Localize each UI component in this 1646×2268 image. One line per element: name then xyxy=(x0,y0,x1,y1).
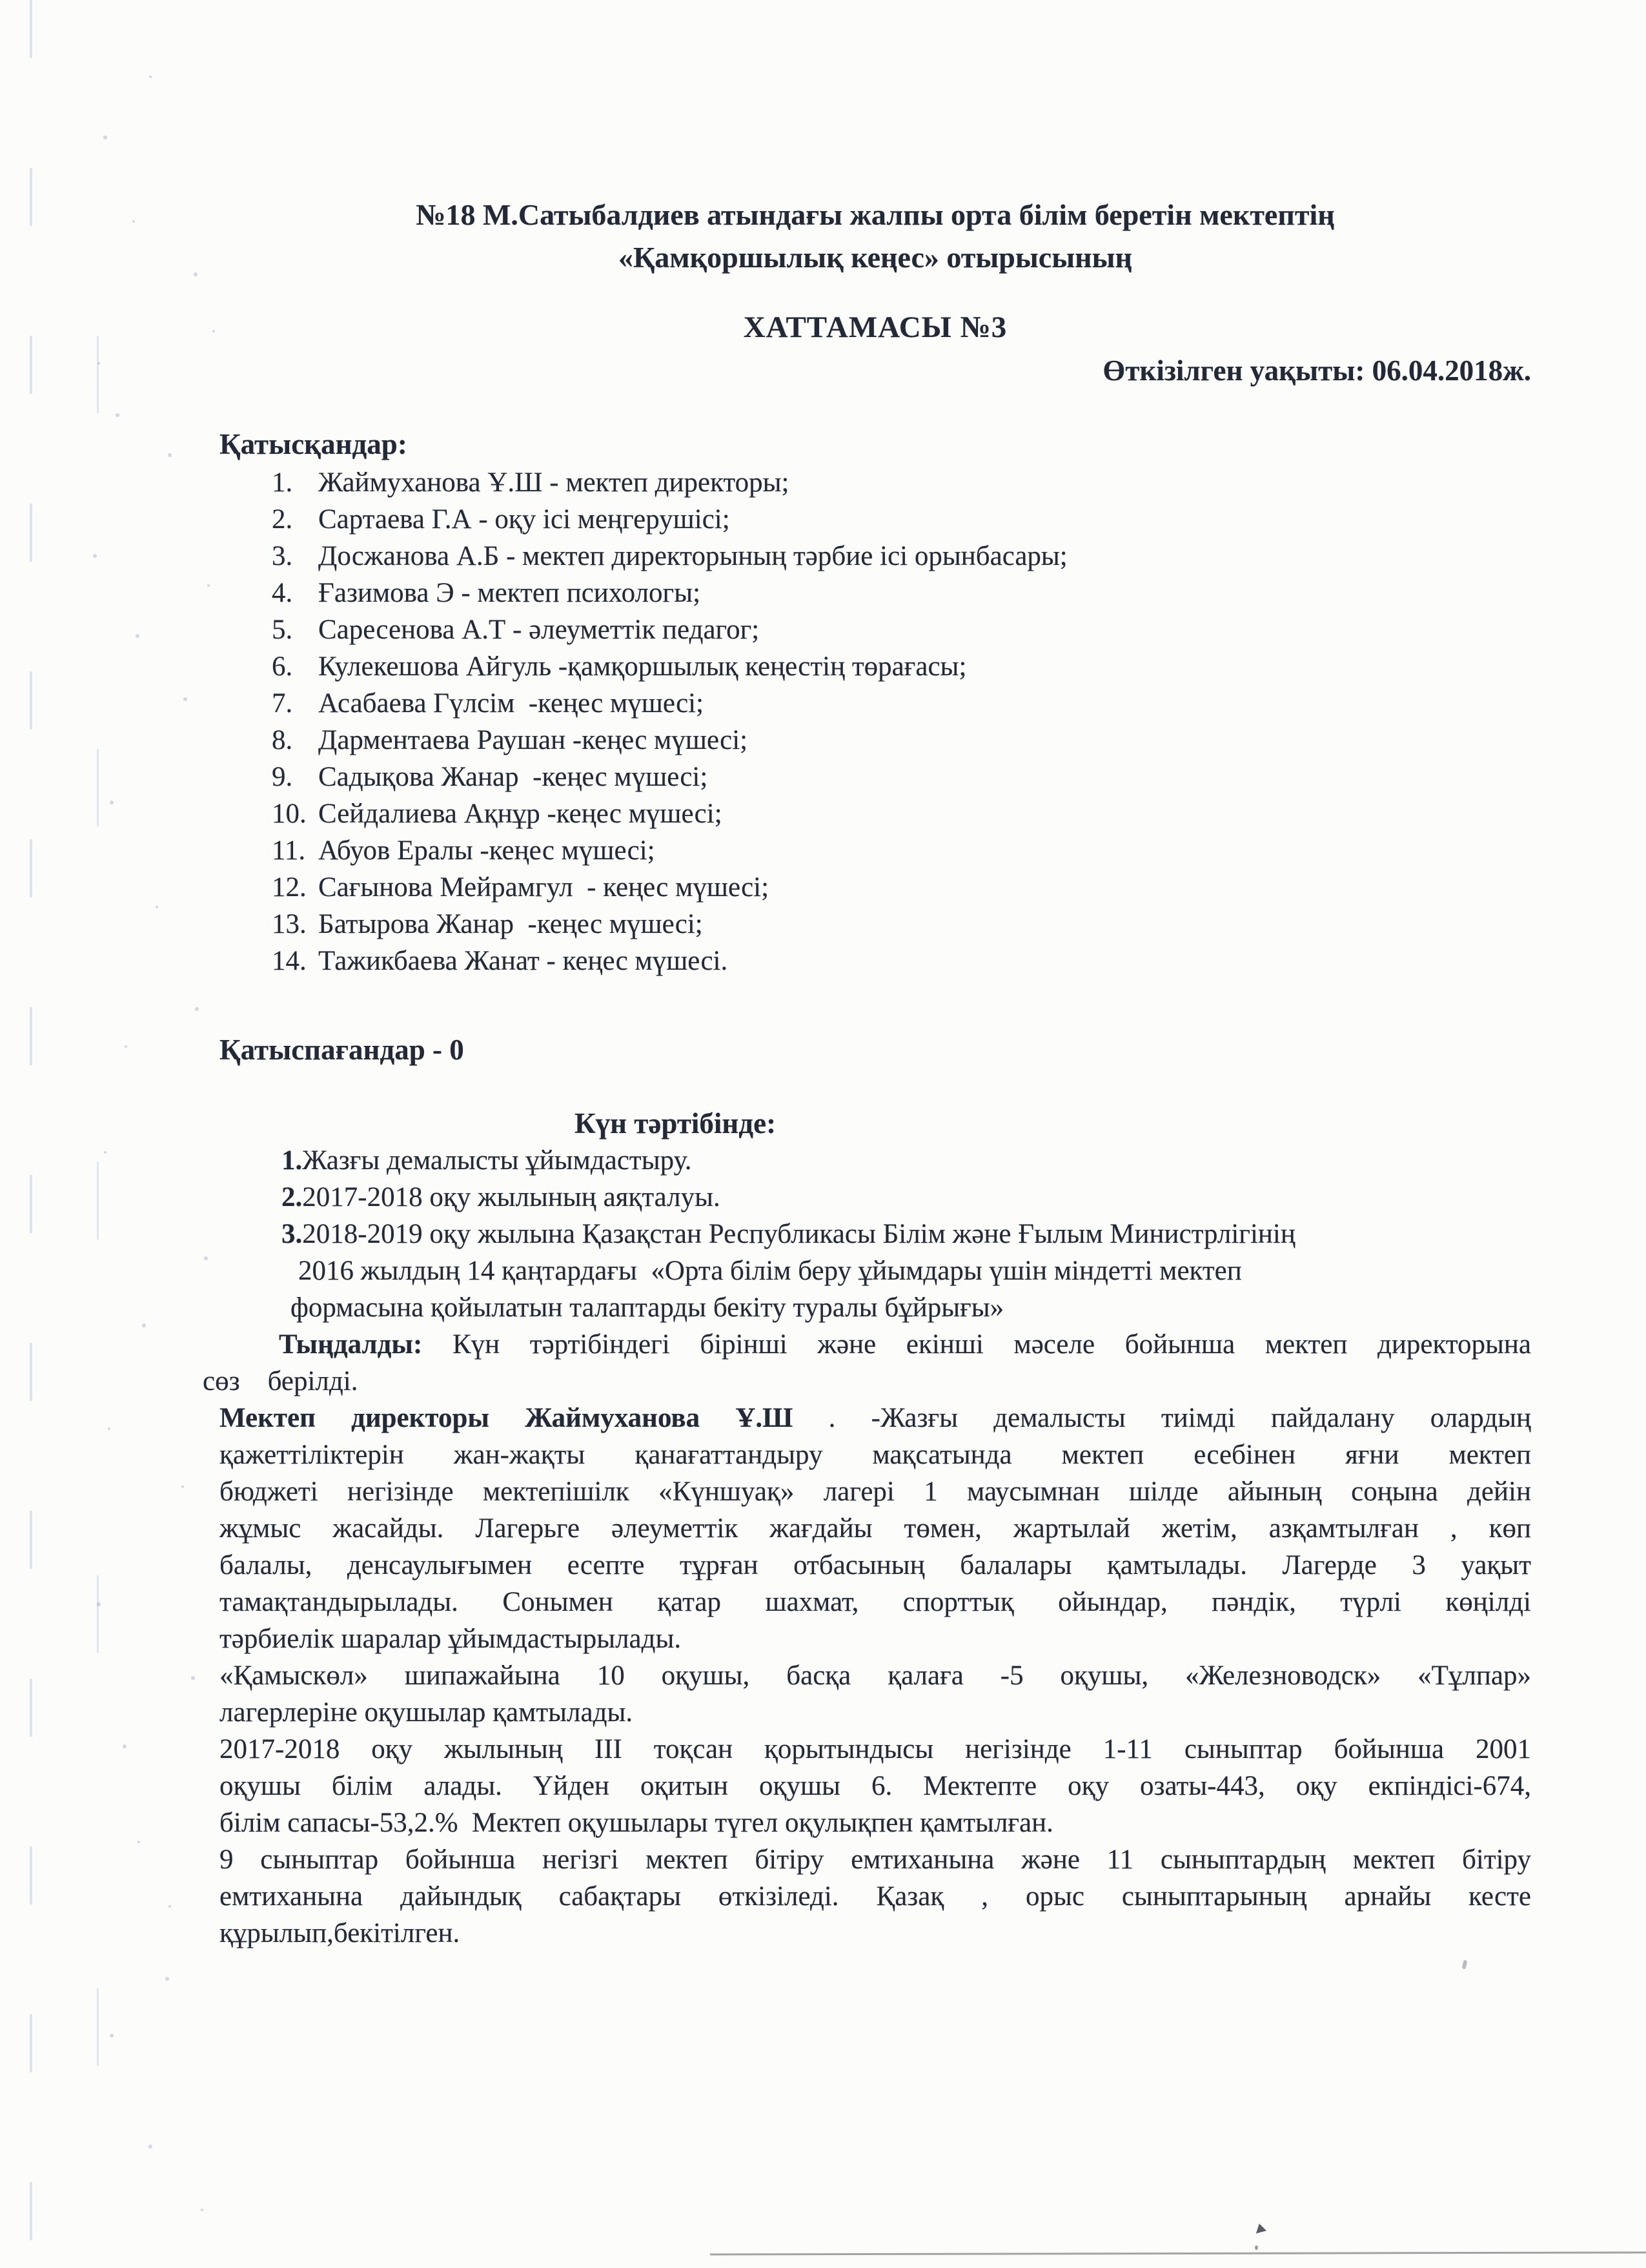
agenda-item xyxy=(219,1216,1531,1252)
attendee-row xyxy=(272,611,1531,648)
minutes-line: балалы, денсаулығымен есепте тұрған отбасының балалары қамтылады. Лагерде 3 уақыт xyxy=(219,1550,1531,1580)
attendee-name-role: Саресенова А.Т - әлеуметтік педагог; xyxy=(318,615,760,645)
agenda-item-number: 3. xyxy=(281,1219,303,1249)
minutes-line: «Қамыскөл» шипажайына 10 оқушы, басқа қалаға -5 оқушы, «Железноводск» «Тұлпар» xyxy=(219,1660,1531,1691)
attendee-name-role: Сейдалиева Ақнұр -кеңес мүшесі; xyxy=(318,799,722,829)
heard-text: Күн тәртібіндегі бірінші және екінші мәселе бойынша мектеп директорына xyxy=(422,1329,1531,1360)
attendee-number: 14. xyxy=(272,946,307,976)
attendee-number: 7. xyxy=(272,688,293,719)
school-title-line2: «Қамқоршылық кеңес» отырысының xyxy=(618,241,1133,274)
minutes-line: 2017-2018 оқу жылының III тоқсан қорытындысы негізінде 1-11 сыныптар бойынша 2001 xyxy=(219,1734,1531,1764)
agenda-item xyxy=(219,1142,1531,1179)
scan-edge-strip xyxy=(30,0,32,2268)
attendee-number: 6. xyxy=(272,651,293,682)
minutes-line: қажеттіліктерін жан-жақты қанағаттандыру мақсатында мектеп есебінен яғни мектеп xyxy=(219,1440,1531,1470)
heard-paragraph-line xyxy=(219,1326,1531,1363)
document-content xyxy=(203,0,1531,1952)
meeting-date-line: Өткізілген уақыты: 06.04.2018ж. xyxy=(1102,354,1531,387)
minutes-line: жұмыс жасайды. Лагерьге әлеуметтік жағдайы төмен, жартылай жетім, азқамтылған , көп xyxy=(219,1513,1531,1544)
minutes-line: лагерлеріне оқушылар қамтылады. xyxy=(219,1697,633,1728)
attendee-number: 2. xyxy=(272,504,293,535)
minutes-line: 9 сыныптар бойынша негізгі мектеп бітіру емтиханына және 11 сыныптардың мектеп бітіру xyxy=(219,1844,1531,1875)
attendee-name-role: Сағынова Мейрамгул - кеңес мүшесі; xyxy=(318,872,769,903)
attendee-row xyxy=(272,464,1531,501)
attendees-heading: Қатысқандар: xyxy=(219,428,407,460)
agenda-item-text: 2018-2019 оқу жылына Қазақстан Республикасы Білім және Ғылым Министрлігінің xyxy=(302,1219,1295,1249)
attendee-name-role: Дарментаева Раушан -кеңес мүшесі; xyxy=(318,725,748,755)
attendee-row xyxy=(272,722,1531,759)
attendee-row xyxy=(272,943,1531,979)
attendee-number: 1. xyxy=(272,467,293,498)
attendee-row xyxy=(272,906,1531,943)
attendee-number: 5. xyxy=(272,615,293,645)
agenda-item-text: Жазғы демалысты ұйымдастыру. xyxy=(302,1145,692,1176)
minutes-line: білім сапасы-53,2.% Мектеп оқушылары түгел оқулықпен қамтылған. xyxy=(219,1808,1053,1838)
attendee-row xyxy=(272,869,1531,906)
scan-ink-speck xyxy=(1462,1960,1468,1970)
attendee-row xyxy=(272,575,1531,611)
agenda-item-text: 2017-2018 оқу жылының аяқталуы. xyxy=(302,1182,720,1212)
minutes-line: бюджеті негізінде мектепішілк «Күншуақ» лагері 1 маусымнан шілде айының соңына дейін xyxy=(219,1476,1531,1507)
agenda-item-number: 1. xyxy=(281,1145,303,1176)
attendee-name-role: Ғазимова Э - мектеп психологы; xyxy=(318,578,701,608)
attendee-number: 3. xyxy=(272,541,293,571)
attendee-row xyxy=(272,795,1531,832)
minutes-line: тамақтандырылады. Сонымен қатар шахмат, спорттық ойындар, пәндік, түрлі көңілді xyxy=(219,1587,1531,1617)
scan-bottom-edge-line xyxy=(710,2251,1646,2255)
attendee-name-role: Жаймуханова Ұ.Ш - мектеп директоры; xyxy=(318,467,789,498)
director-text: . -Жазғы демалысты тиімді пайдалану олардың xyxy=(793,1403,1531,1433)
director-speech-line xyxy=(219,1400,1531,1436)
attendee-number: 11. xyxy=(272,835,306,866)
attendee-name-role: Кулекешова Айгуль -қамқоршылық кеңестің төрағасы; xyxy=(318,651,967,682)
agenda-heading: Күн тәртібінде: xyxy=(574,1107,777,1139)
scan-ink-speck xyxy=(1255,2245,1258,2250)
attendee-row xyxy=(272,538,1531,575)
attendee-row xyxy=(272,501,1531,538)
agenda-item-number: 2. xyxy=(281,1182,303,1212)
attendee-row xyxy=(272,685,1531,722)
attendee-number: 4. xyxy=(272,578,293,608)
attendee-number: 12. xyxy=(272,872,307,903)
minutes-line: оқушы білім алады. Үйден оқитын оқушы 6. Мектепте оқу озаты-443, оқу екпіндісі-674, xyxy=(219,1771,1531,1801)
absent-line: Қатыспағандар - 0 xyxy=(219,1034,464,1066)
attendee-row xyxy=(272,648,1531,685)
attendees-list xyxy=(219,464,1531,979)
scan-noise-specks xyxy=(0,0,1,1)
minutes-line: тәрбиелік шаралар ұйымдастырылады. xyxy=(219,1624,682,1654)
minutes-line: емтиханына дайындық сабақтары өткізіледі. Қазақ , орыс сыныптарының арнайы кесте xyxy=(219,1881,1531,1912)
attendee-number: 10. xyxy=(272,799,307,829)
attendee-row xyxy=(272,759,1531,795)
attendee-name-role: Абуов Ералы -кеңес мүшесі; xyxy=(318,835,655,866)
attendee-name-role: Тажикбаева Жанат - кеңес мүшесі. xyxy=(318,946,728,976)
agenda-item-continuation: формасына қойылатын талаптарды бекіту туралы бұйрығы» xyxy=(290,1292,1004,1323)
attendee-number: 13. xyxy=(272,909,307,939)
protocol-number-heading: ХАТТАМАСЫ №3 xyxy=(743,311,1008,344)
agenda-item xyxy=(219,1179,1531,1216)
attendee-name-role: Садықова Жанар -кеңес мүшесі; xyxy=(318,762,708,792)
scan-ink-speck xyxy=(1256,2223,1268,2236)
attendee-row xyxy=(272,832,1531,869)
attendee-name-role: Батырова Жанар -кеңес мүшесі; xyxy=(318,909,703,939)
attendee-number: 8. xyxy=(272,725,293,755)
attendee-number: 9. xyxy=(272,762,293,792)
heard-label: Тыңдалды: xyxy=(279,1329,423,1360)
minutes-line: құрылып,бекітілген. xyxy=(219,1918,460,1948)
director-label: Мектеп директоры Жаймуханова Ұ.Ш xyxy=(219,1403,793,1433)
heard-paragraph-line: сөз берілді. xyxy=(203,1366,358,1396)
attendee-name-role: Сартаева Г.А - оқу ісі меңгерушісі; xyxy=(318,504,730,535)
agenda-item-continuation: 2016 жылдың 14 қаңтардағы «Орта білім беру ұйымдары үшін міндетті мектеп xyxy=(298,1256,1242,1286)
attendee-name-role: Асабаева Гүлсім -кеңес мүшесі; xyxy=(318,688,704,719)
attendee-name-role: Досжанова А.Б - мектеп директорының тәрбие ісі орынбасары; xyxy=(318,541,1068,571)
scan-edge-strip xyxy=(97,0,99,2268)
school-title-line1: №18 М.Сатыбалдиев атындағы жалпы орта білім беретін мектептің xyxy=(416,198,1335,231)
